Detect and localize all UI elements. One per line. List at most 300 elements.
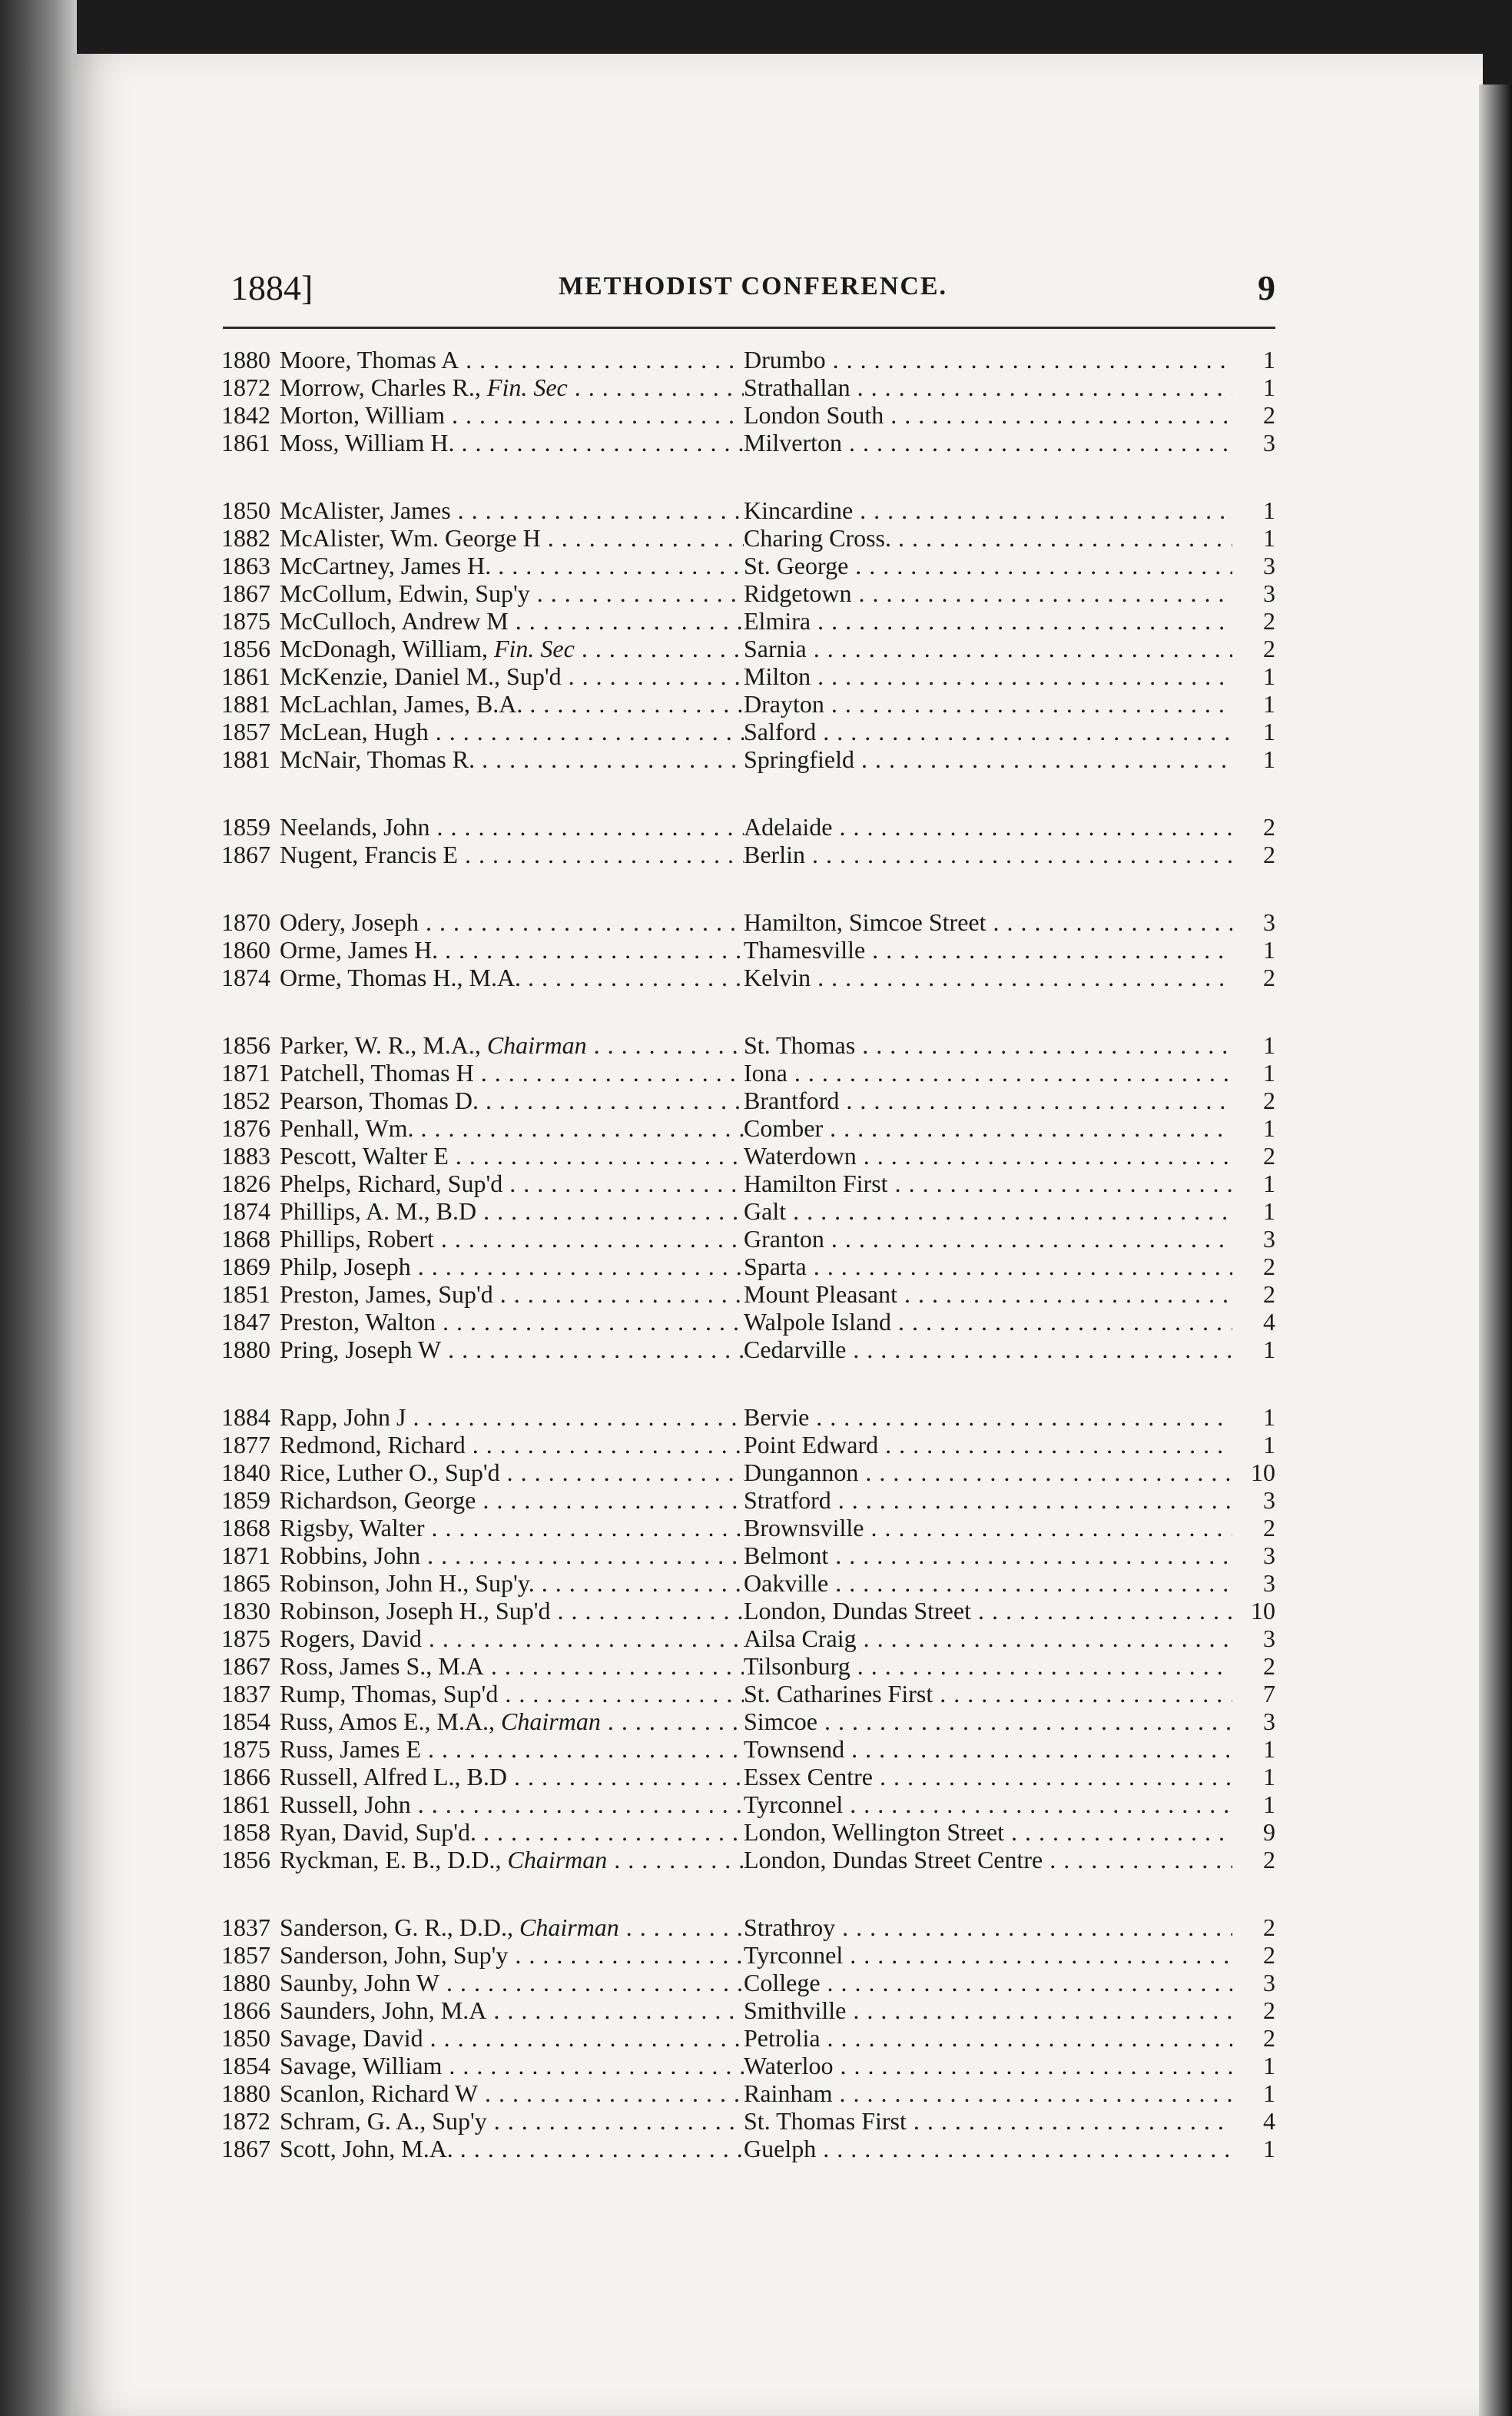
entry-year: 1867: [221, 2135, 270, 2162]
entry-year: 1851: [221, 1280, 270, 1308]
entry-year: 1881: [221, 690, 270, 718]
minister-name: Sanderson, John, Sup'y: [280, 1941, 509, 1969]
circuit-name: Brownsville: [744, 1514, 864, 1542]
entry-year: 1830: [221, 1597, 270, 1624]
years-on-circuit: 1: [1263, 936, 1275, 964]
circuit-cell: [744, 1142, 1232, 1170]
listing-row: [200, 1431, 1275, 1459]
minister-name-cell: [280, 635, 744, 662]
years-on-circuit: 3: [1263, 579, 1275, 607]
minister-name: Robbins, John: [280, 1542, 421, 1569]
circuit-cell: [744, 635, 1232, 662]
years-on-circuit: 7: [1263, 1680, 1275, 1707]
circuit-cell: [744, 1225, 1232, 1253]
years-on-circuit: 2: [1263, 964, 1275, 991]
circuit-cell: [744, 373, 1232, 401]
minister-name: Moore, Thomas A: [280, 346, 459, 373]
entry-year: 1859: [221, 813, 270, 841]
minister-name: Pescott, Walter E: [280, 1142, 449, 1170]
circuit-cell: [744, 2079, 1232, 2107]
circuit-cell: [744, 1913, 1232, 1941]
listing-row: [200, 1170, 1275, 1197]
listing-row: [200, 1597, 1275, 1624]
circuit-name: Thamesville: [744, 936, 866, 964]
years-on-circuit: 1: [1263, 1114, 1275, 1142]
entry-year: 1875: [221, 607, 270, 635]
circuit-cell: [744, 964, 1232, 991]
minister-name-cell: [280, 1142, 744, 1170]
circuit-cell: [744, 429, 1232, 456]
listing-row: [200, 1059, 1275, 1087]
years-on-circuit: 1: [1263, 2079, 1275, 2107]
minister-name: Rapp, John J: [280, 1403, 406, 1431]
years-on-circuit: 3: [1263, 1225, 1275, 1253]
minister-name-cell: [280, 1403, 744, 1431]
years-on-circuit: 1: [1263, 2052, 1275, 2079]
minister-name-cell: [280, 1225, 744, 1253]
years-on-circuit: 2: [1263, 607, 1275, 635]
entry-year: 1871: [221, 1059, 270, 1087]
minister-name-cell: [280, 579, 744, 607]
minister-name: Odery, Joseph: [280, 908, 419, 936]
circuit-name: Berlin: [744, 841, 805, 868]
circuit-name: Rainham: [744, 2079, 833, 2107]
entry-year: 1856: [221, 1031, 270, 1059]
minister-role: Chairman: [501, 1707, 601, 1735]
minister-role: Chairman: [507, 1846, 608, 1873]
circuit-cell: [744, 813, 1232, 841]
circuit-cell: [744, 662, 1232, 690]
circuit-cell: [744, 1459, 1232, 1486]
years-on-circuit: 1: [1263, 1431, 1275, 1459]
minister-name-cell: [280, 1336, 744, 1363]
minister-name-cell: [280, 841, 744, 868]
minister-name-cell: [280, 1197, 744, 1225]
minister-name: Rogers, David: [280, 1624, 422, 1652]
entry-year: 1854: [221, 1707, 270, 1735]
minister-name: McCartney, James H.: [280, 552, 492, 579]
entry-year: 1875: [221, 1735, 270, 1763]
years-on-circuit: 3: [1263, 1969, 1275, 1996]
minister-name-cell: [280, 1031, 744, 1059]
circuit-name: Dungannon: [744, 1459, 859, 1486]
listing-row: [200, 718, 1275, 745]
years-on-circuit: 3: [1263, 1569, 1275, 1597]
listing-group: [200, 813, 1275, 868]
circuit-name: London South: [744, 401, 884, 429]
minister-name: Philp, Joseph: [280, 1253, 411, 1280]
circuit-name: Salford: [744, 718, 817, 745]
minister-name: McLean, Hugh: [280, 718, 429, 745]
minister-name: Russell, John: [280, 1790, 411, 1818]
circuit-name: Oakville: [744, 1569, 829, 1597]
listing-row: [200, 1913, 1275, 1941]
entry-year: 1877: [221, 1431, 270, 1459]
circuit-cell: [744, 1280, 1232, 1308]
circuit-cell: [744, 1031, 1232, 1059]
years-on-circuit: 1: [1263, 1059, 1275, 1087]
entry-year: 1850: [221, 496, 270, 524]
circuit-name: Granton: [744, 1225, 824, 1253]
minister-name-cell: [280, 964, 744, 991]
entry-year: 1847: [221, 1308, 270, 1336]
circuit-name: Milton: [744, 662, 811, 690]
minister-name: Robinson, Joseph H., Sup'd: [280, 1597, 551, 1624]
circuit-cell: [744, 1514, 1232, 1542]
circuit-name: Hamilton, Simcoe Street: [744, 908, 986, 936]
minister-name: Ryan, David, Sup'd.: [280, 1818, 477, 1846]
circuit-name: Adelaide: [744, 813, 833, 841]
years-on-circuit: 1: [1263, 1170, 1275, 1197]
header-title: METHODIST CONFERENCE.: [558, 272, 948, 300]
minister-name: Saunby, John W: [280, 1969, 439, 1996]
minister-name-cell: [280, 2079, 744, 2107]
entry-year: 1874: [221, 1197, 270, 1225]
listing-row: [200, 2135, 1275, 2162]
minister-name-cell: [280, 718, 744, 745]
listing-group: [200, 908, 1275, 991]
listing-row: [200, 346, 1275, 373]
minister-name-cell: [280, 1913, 744, 1941]
circuit-name: Petrolia: [744, 2024, 821, 2052]
circuit-cell: [744, 1707, 1232, 1735]
circuit-name: Walpole Island: [744, 1308, 892, 1336]
listing-row: [200, 690, 1275, 718]
circuit-name: Galt: [744, 1197, 787, 1225]
entry-year: 1874: [221, 964, 270, 991]
circuit-name: Sarnia: [744, 635, 807, 662]
circuit-cell: [744, 841, 1232, 868]
years-on-circuit: 1: [1263, 524, 1275, 552]
circuit-name: Tilsonburg: [744, 1652, 850, 1680]
circuit-name: London, Dundas Street Centre: [744, 1846, 1043, 1873]
years-on-circuit: 1: [1263, 373, 1275, 401]
years-on-circuit: 2: [1263, 635, 1275, 662]
minister-name-cell: [280, 745, 744, 773]
circuit-name: London, Dundas Street: [744, 1597, 971, 1624]
circuit-name: London, Wellington Street: [744, 1818, 1005, 1846]
listing-row: [200, 1197, 1275, 1225]
minister-name-cell: [280, 1846, 744, 1873]
minister-name-cell: [280, 1818, 744, 1846]
circuit-cell: [744, 1846, 1232, 1873]
years-on-circuit: 1: [1263, 1197, 1275, 1225]
minister-name-cell: [280, 373, 744, 401]
entry-year: 1865: [221, 1569, 270, 1597]
minister-name: Patchell, Thomas H: [280, 1059, 474, 1087]
listing-row: [200, 552, 1275, 579]
entry-year: 1882: [221, 524, 270, 552]
minister-name-cell: [280, 524, 744, 552]
years-on-circuit: 1: [1263, 690, 1275, 718]
minister-name-cell: [280, 1569, 744, 1597]
circuit-name: Belmont: [744, 1542, 829, 1569]
listing-row: [200, 524, 1275, 552]
minister-name-cell: [280, 429, 744, 456]
circuit-name: St. Catharines First: [744, 1680, 933, 1707]
listing-row: [200, 1031, 1275, 1059]
entry-year: 1867: [221, 579, 270, 607]
years-on-circuit: 2: [1263, 1996, 1275, 2024]
minister-name-cell: [280, 552, 744, 579]
circuit-cell: [744, 690, 1232, 718]
entry-year: 1881: [221, 745, 270, 773]
years-on-circuit: 3: [1263, 1542, 1275, 1569]
listing-row: [200, 1969, 1275, 1996]
circuit-cell: [744, 745, 1232, 773]
minister-name: Schram, G. A., Sup'y: [280, 2107, 487, 2135]
minister-name-cell: [280, 1996, 744, 2024]
circuit-name: Iona: [744, 1059, 788, 1087]
minister-name: Saunders, John, M.A: [280, 1996, 487, 2024]
minister-name: Pearson, Thomas D.: [280, 1087, 479, 1114]
years-on-circuit: 1: [1263, 1790, 1275, 1818]
entry-year: 1866: [221, 1996, 270, 2024]
minister-name: Ross, James S., M.A: [280, 1652, 484, 1680]
minister-name: Robinson, John H., Sup'y.: [280, 1569, 535, 1597]
circuit-name: Drumbo: [744, 346, 826, 373]
circuit-name: St. George: [744, 552, 849, 579]
years-on-circuit: 2: [1263, 1514, 1275, 1542]
years-on-circuit: 3: [1263, 1707, 1275, 1735]
circuit-name: Townsend: [744, 1735, 845, 1763]
minister-name: McCulloch, Andrew M: [280, 607, 509, 635]
listing-row: [200, 1735, 1275, 1763]
listing-row: [200, 496, 1275, 524]
entry-year: 1861: [221, 1790, 270, 1818]
circuit-name: Smithville: [744, 1996, 847, 2024]
listing-row: [200, 936, 1275, 964]
entry-year: 1858: [221, 1818, 270, 1846]
minister-name: McCollum, Edwin, Sup'y: [280, 579, 530, 607]
listing-row: [200, 2052, 1275, 2079]
minister-name: Redmond, Richard: [280, 1431, 466, 1459]
years-on-circuit: 1: [1263, 1031, 1275, 1059]
entry-year: 1868: [221, 1225, 270, 1253]
entry-year: 1883: [221, 1142, 270, 1170]
circuit-name: Strathroy: [744, 1913, 836, 1941]
entry-year: 1884: [221, 1403, 270, 1431]
circuit-cell: [744, 1790, 1232, 1818]
years-on-circuit: 1: [1263, 1763, 1275, 1790]
years-on-circuit: 10: [1251, 1459, 1275, 1486]
entry-year: 1856: [221, 1846, 270, 1873]
entry-year: 1872: [221, 373, 270, 401]
years-on-circuit: 1: [1263, 1403, 1275, 1431]
minister-name-cell: [280, 1763, 744, 1790]
minister-name-cell: [280, 1114, 744, 1142]
circuit-name: Tyrconnel: [744, 1790, 844, 1818]
listing-row: [200, 579, 1275, 607]
circuit-name: Kincardine: [744, 496, 854, 524]
minister-name: Sanderson, G. R., D.D.,: [280, 1913, 513, 1941]
entry-year: 1863: [221, 552, 270, 579]
minister-name-cell: [280, 2024, 744, 2052]
circuit-name: Simcoe: [744, 1707, 817, 1735]
circuit-name: Ailsa Craig: [744, 1624, 857, 1652]
listing-row: [200, 745, 1275, 773]
circuit-name: Springfield: [744, 745, 854, 773]
years-on-circuit: 2: [1263, 813, 1275, 841]
entry-year: 1880: [221, 2079, 270, 2107]
listing-row: [200, 1253, 1275, 1280]
circuit-name: Ridgetown: [744, 579, 852, 607]
circuit-cell: [744, 524, 1232, 552]
circuit-cell: [744, 346, 1232, 373]
listing-group: [200, 1403, 1275, 1873]
circuit-cell: [744, 2024, 1232, 2052]
circuit-cell: [744, 1308, 1232, 1336]
circuit-cell: [744, 552, 1232, 579]
page-edge-shadow: [1479, 85, 1512, 2416]
listing-row: [200, 1114, 1275, 1142]
entry-year: 1861: [221, 662, 270, 690]
years-on-circuit: 4: [1263, 1308, 1275, 1336]
circuit-cell: [744, 1486, 1232, 1514]
minister-name: Nugent, Francis E: [280, 841, 458, 868]
entry-year: 1868: [221, 1514, 270, 1542]
header-rule: [223, 327, 1275, 329]
minister-name-cell: [280, 1624, 744, 1652]
listing-row: [200, 1486, 1275, 1514]
minister-name: Richardson, George: [280, 1486, 476, 1514]
years-on-circuit: 4: [1263, 2107, 1275, 2135]
listing-row: [200, 1624, 1275, 1652]
listing-group: [200, 346, 1275, 456]
entry-year: 1875: [221, 1624, 270, 1652]
years-on-circuit: 1: [1263, 745, 1275, 773]
circuit-cell: [744, 1597, 1232, 1624]
listing-row: [200, 429, 1275, 456]
entry-year: 1850: [221, 2024, 270, 2052]
circuit-name: Guelph: [744, 2135, 817, 2162]
listing-row: [200, 1087, 1275, 1114]
circuit-cell: [744, 496, 1232, 524]
minister-name: Ryckman, E. B., D.D.,: [280, 1846, 502, 1873]
running-header: [230, 263, 1275, 317]
entry-year: 1852: [221, 1087, 270, 1114]
listing-group: [200, 496, 1275, 773]
years-on-circuit: 3: [1263, 552, 1275, 579]
circuit-cell: [744, 2135, 1232, 2162]
circuit-name: Elmira: [744, 607, 811, 635]
years-on-circuit: 2: [1263, 1087, 1275, 1114]
circuit-name: Milverton: [744, 429, 842, 456]
minister-name-cell: [280, 662, 744, 690]
minister-name-cell: [280, 1308, 744, 1336]
minister-name: Parker, W. R., M.A.,: [280, 1031, 481, 1059]
minister-name-cell: [280, 1735, 744, 1763]
listing-row: [200, 1142, 1275, 1170]
minister-name: Penhall, Wm.: [280, 1114, 414, 1142]
circuit-cell: [744, 908, 1232, 936]
years-on-circuit: 2: [1263, 1280, 1275, 1308]
listing-row: [200, 813, 1275, 841]
minister-name-cell: [280, 1542, 744, 1569]
listing-row: [200, 1846, 1275, 1873]
years-on-circuit: 1: [1263, 662, 1275, 690]
listing-row: [200, 1680, 1275, 1707]
circuit-cell: [744, 1680, 1232, 1707]
circuit-cell: [744, 2052, 1232, 2079]
minister-name-cell: [280, 1486, 744, 1514]
circuit-cell: [744, 2107, 1232, 2135]
circuit-name: St. Thomas First: [744, 2107, 907, 2135]
entry-year: 1857: [221, 718, 270, 745]
minister-name-cell: [280, 690, 744, 718]
years-on-circuit: 1: [1263, 2135, 1275, 2162]
listing-row: [200, 1818, 1275, 1846]
circuit-name: St. Thomas: [744, 1031, 856, 1059]
minister-name-cell: [280, 2052, 744, 2079]
minister-role: Chairman: [519, 1913, 619, 1941]
circuit-cell: [744, 936, 1232, 964]
years-on-circuit: 3: [1263, 1624, 1275, 1652]
minister-name-cell: [280, 813, 744, 841]
circuit-name: Stratford: [744, 1486, 831, 1514]
years-on-circuit: 2: [1263, 1253, 1275, 1280]
minister-name-cell: [280, 1459, 744, 1486]
circuit-name: Comber: [744, 1114, 824, 1142]
circuit-cell: [744, 1763, 1232, 1790]
minister-name-cell: [280, 1969, 744, 1996]
listing-row: [200, 1514, 1275, 1542]
years-on-circuit: 3: [1263, 908, 1275, 936]
circuit-cell: [744, 1652, 1232, 1680]
minister-name: Rice, Luther O., Sup'd: [280, 1459, 500, 1486]
listing-row: [200, 1280, 1275, 1308]
minister-name: Russ, James E: [280, 1735, 421, 1763]
minister-name-cell: [280, 936, 744, 964]
listing-row: [200, 2107, 1275, 2135]
listing-row: [200, 1542, 1275, 1569]
circuit-name: Tyrconnel: [744, 1941, 844, 1969]
minister-name: Pring, Joseph W: [280, 1336, 442, 1363]
minister-name-cell: [280, 496, 744, 524]
minister-name: Morrow, Charles R.,: [280, 373, 481, 401]
listing-row: [200, 2024, 1275, 2052]
circuit-name: Essex Centre: [744, 1763, 873, 1790]
circuit-cell: [744, 1059, 1232, 1087]
listing-row: [200, 908, 1275, 936]
minister-name: McNair, Thomas R.: [280, 745, 476, 773]
circuit-name: Waterloo: [744, 2052, 834, 2079]
entry-year: 1867: [221, 841, 270, 868]
years-on-circuit: 9: [1263, 1818, 1275, 1846]
circuit-name: Charing Cross.: [744, 524, 891, 552]
minister-name-cell: [280, 1941, 744, 1969]
minister-role: Chairman: [486, 1031, 587, 1059]
entry-year: 1880: [221, 346, 270, 373]
circuit-name: College: [744, 1969, 821, 1996]
minister-name-cell: [280, 1431, 744, 1459]
circuit-cell: [744, 1624, 1232, 1652]
minister-name-cell: [280, 1597, 744, 1624]
minister-name-cell: [280, 607, 744, 635]
minister-name-cell: [280, 1514, 744, 1542]
entry-year: 1856: [221, 635, 270, 662]
circuit-cell: [744, 1403, 1232, 1431]
years-on-circuit: 2: [1263, 1941, 1275, 1969]
years-on-circuit: 1: [1263, 346, 1275, 373]
minister-name: Russ, Amos E., M.A.,: [280, 1707, 496, 1735]
circuit-name: Sparta: [744, 1253, 807, 1280]
minister-name: McAlister, James: [280, 496, 451, 524]
minister-name-cell: [280, 1707, 744, 1735]
minister-name: Phillips, Robert: [280, 1225, 434, 1253]
circuit-cell: [744, 1941, 1232, 1969]
minister-name-cell: [280, 1087, 744, 1114]
